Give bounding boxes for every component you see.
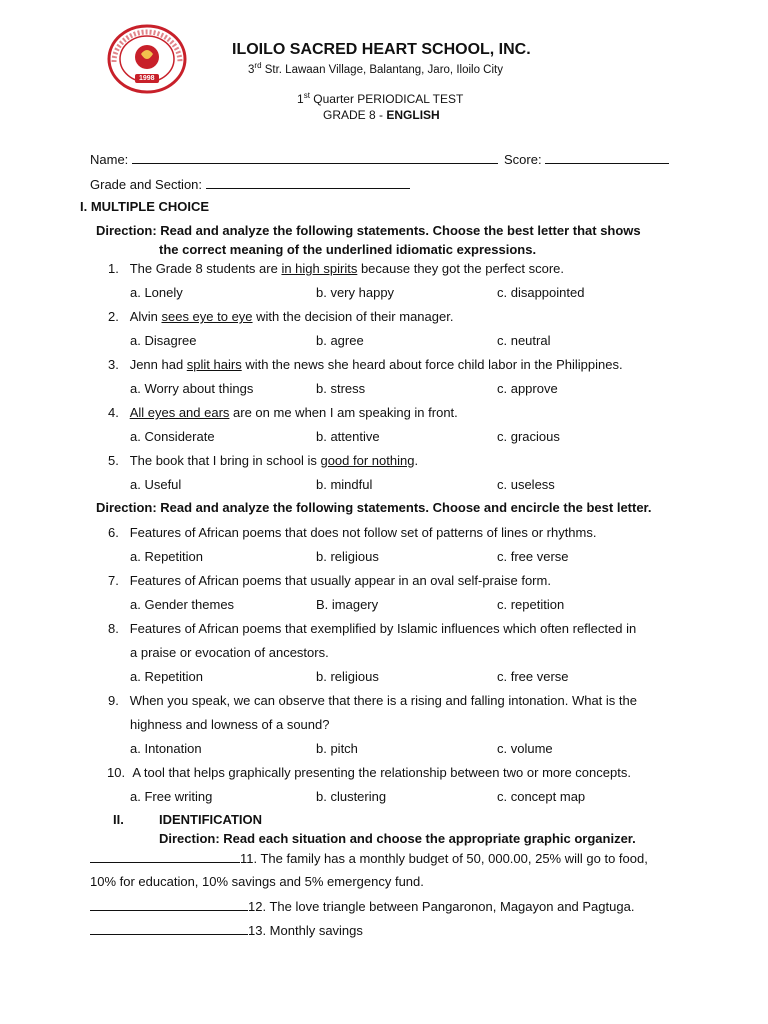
q1-option-b[interactable]: b. very happy xyxy=(316,285,395,300)
question-10: 10. A tool that helps graphically presenting the relationship between two or more concepts. xyxy=(107,765,631,780)
q1-option-a[interactable]: a. Lonely xyxy=(130,285,183,300)
q5-option-b[interactable]: b. mindful xyxy=(316,477,373,492)
q8-option-a[interactable]: a. Repetition xyxy=(130,669,203,684)
question-2: 2. Alvin sees eye to eye with the decision of their manager. xyxy=(108,309,454,324)
q2-option-b[interactable]: b. agree xyxy=(316,333,364,348)
direction-3: Direction: Read each situation and choose the appropriate graphic organizer. xyxy=(159,831,636,846)
school-name: ILOILO SACRED HEART SCHOOL, INC. xyxy=(232,41,531,58)
q7-option-c[interactable]: c. repetition xyxy=(497,597,565,612)
grade-section-label: Grade and Section: xyxy=(90,177,203,192)
question-8-cont: a praise or evocation of ancestors. xyxy=(130,645,329,660)
section-title-identification: IDENTIFICATION xyxy=(159,812,263,827)
q3-option-b[interactable]: b. stress xyxy=(316,381,366,396)
section-number-2: II. xyxy=(113,812,124,827)
q6-option-b[interactable]: b. religious xyxy=(316,549,379,564)
question-3: 3. Jenn had split hairs with the news she heard about force child labor in the Philippines. xyxy=(108,357,623,372)
question-4: 4. All eyes and ears are on me when I am speaking in front. xyxy=(108,405,458,420)
identification-item-11: 11. The family has a monthly budget of 50, 000.00, 25% will go to food, xyxy=(90,850,648,866)
score-field[interactable] xyxy=(504,151,669,167)
q4-option-b[interactable]: b. attentive xyxy=(316,429,380,444)
question-7: 7. Features of African poems that usually appear in an oval self-praise form. xyxy=(108,573,551,588)
direction-2: Direction: Read and analyze the following statements. Choose and encircle the best letter. xyxy=(96,500,652,515)
q4-option-a[interactable]: a. Considerate xyxy=(130,429,215,444)
answer-blank-13[interactable] xyxy=(90,922,248,935)
q6-option-c[interactable]: c. free verse xyxy=(497,549,569,564)
question-1: 1. The Grade 8 students are in high spirits because they got the perfect score. xyxy=(108,261,565,276)
grade-section-field[interactable] xyxy=(90,176,410,192)
question-9: 9. When you speak, we can observe that there is a rising and falling intonation. What is the xyxy=(108,693,637,708)
question-5: 5. The book that I bring in school is good for nothing. xyxy=(108,453,419,468)
school-address: 3rd Str. Lawaan Village, Balantang, Jaro, Iloilo City xyxy=(248,61,503,76)
q8-option-b[interactable]: b. religious xyxy=(316,669,379,684)
school-logo xyxy=(106,24,188,94)
q10-option-c[interactable]: c. concept map xyxy=(497,789,586,804)
identification-item-11-cont: 10% for education, 10% savings and 5% emergency fund. xyxy=(90,874,424,889)
score-label: Score: xyxy=(504,152,542,167)
q10-option-b[interactable]: b. clustering xyxy=(316,789,387,804)
logo-year: 1998 xyxy=(139,75,155,82)
q9-option-b[interactable]: b. pitch xyxy=(316,741,358,756)
q3-option-c[interactable]: c. approve xyxy=(497,381,558,396)
direction-1-cont: the correct meaning of the underlined idiomatic expressions. xyxy=(159,242,537,257)
question-6: 6. Features of African poems that does not follow set of patterns of lines or rhythms. xyxy=(108,525,597,540)
q3-option-a[interactable]: a. Worry about things xyxy=(130,381,254,396)
question-8: 8. Features of African poems that exemplified by Islamic influences which often reflected in xyxy=(108,621,637,636)
q1-option-c[interactable]: c. disappointed xyxy=(497,285,585,300)
q7-option-a[interactable]: a. Gender themes xyxy=(130,597,235,612)
q10-option-a[interactable]: a. Free writing xyxy=(130,789,213,804)
q9-option-c[interactable]: c. volume xyxy=(497,741,553,756)
q9-option-a[interactable]: a. Intonation xyxy=(130,741,202,756)
q8-option-c[interactable]: c. free verse xyxy=(497,669,569,684)
grade-subject: GRADE 8 - ENGLISH xyxy=(323,108,440,122)
answer-blank-12[interactable] xyxy=(90,898,248,911)
identification-item-13: 13. Monthly savings xyxy=(90,922,363,938)
q5-option-c[interactable]: c. useless xyxy=(497,477,555,492)
q7-option-b[interactable]: B. imagery xyxy=(316,597,379,612)
answer-blank-11[interactable] xyxy=(90,850,240,863)
identification-item-12: 12. The love triangle between Pangaronon, Magayon and Pagtuga. xyxy=(90,898,634,914)
direction-1: Direction: Read and analyze the following statements. Choose the best letter that shows xyxy=(96,223,641,238)
section-title-multiple-choice: I. MULTIPLE CHOICE xyxy=(80,199,210,214)
q2-option-a[interactable]: a. Disagree xyxy=(130,333,197,348)
q4-option-c[interactable]: c. gracious xyxy=(497,429,560,444)
q2-option-c[interactable]: c. neutral xyxy=(497,333,551,348)
question-9-cont: highness and lowness of a sound? xyxy=(130,717,330,732)
q6-option-a[interactable]: a. Repetition xyxy=(130,549,203,564)
name-field[interactable] xyxy=(90,151,498,167)
name-label: Name: xyxy=(90,152,129,167)
q5-option-a[interactable]: a. Useful xyxy=(130,477,182,492)
test-title: 1st Quarter PERIODICAL TEST xyxy=(297,91,464,106)
